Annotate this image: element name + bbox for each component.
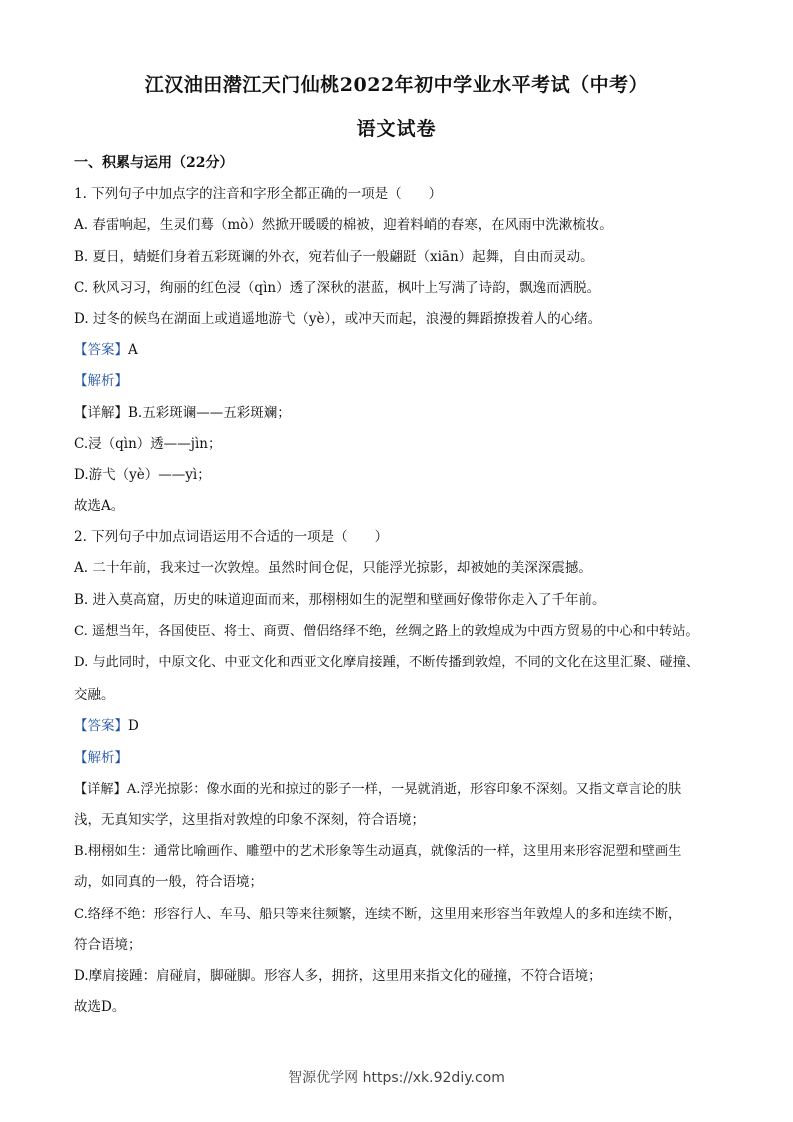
- q1-answer: [74, 335, 724, 366]
- q2-stem: 2. 下列句子中加点词语运用不合适的一项是（ ）: [74, 529, 389, 546]
- q1-option-a: A. 春雷响起，生灵们蓦（mò）然掀开暖暖的棉被，迎着料峭的春寒，在风雨中洗漱梳妆。: [74, 217, 613, 234]
- q2-conclusion: 故选D。: [74, 999, 126, 1016]
- q2-detail-b-1: B.栩栩如生：通常比喻画作、雕塑中的艺术形象等生动逼真，就像活的一样，这里用来形容泥塑和壁画生: [74, 844, 682, 860]
- q2-analysis-tag: 【解析】: [74, 749, 128, 766]
- q2-option-d-line1: D. 与此同时，中原文化、中亚文化和西亚文化摩肩接踵，不断传播到敦煌，不同的文化在这里汇聚、碰撞、: [74, 655, 700, 670]
- q2-detail-c-1: C.络绎不绝：形容行人、车马、船只等来往频繁，连续不断，这里用来形容当年敦煌人的多和连续不断，: [74, 906, 682, 922]
- q1-option-d: D. 过冬的候鸟在湖面上或逍遥地游弋（yè），或冲天而起，浪漫的舞蹈撩拨着人的心绪。: [74, 310, 602, 327]
- q2-answer: [74, 711, 724, 742]
- q1-option-b: B. 夏日，蜻蜓们身着五彩斑谰的外衣，宛若仙子一般翩跹（xiān）起舞，自由而灵动。: [74, 248, 594, 265]
- q2-option-a: A. 二十年前，我来过一次敦煌。虽然时间仓促，只能浮光掠影，却被她的美深深震撼。: [74, 560, 592, 577]
- q1-detail-2: C.浸（qìn）透——jìn；: [74, 435, 222, 452]
- q2-detail-b-2: 动，如同真的一般，符合语境；: [74, 874, 263, 891]
- q2-option-d-line2: 交融。: [74, 687, 115, 704]
- q2-option-c: C. 遥想当年，各国使臣、将士、商贾、僧侣络绎不绝，丝绸之路上的敦煌成为中西方贸易的中心和中转站。: [74, 623, 699, 639]
- q2-detail-a-2: 浅，无真知实学，这里指对敦煌的印象不深刻，符合语境；: [74, 811, 425, 828]
- exam-subtitle: 语文试卷: [356, 118, 437, 140]
- q1-analysis-tag: 【解析】: [74, 373, 128, 390]
- answer-tag: 【答案】: [74, 718, 128, 735]
- q2-detail-d: D.摩肩接踵：肩碰肩，脚碰脚。形容人多，拥挤，这里用来指文化的碰撞，不符合语境；: [74, 967, 602, 984]
- q1-stem: 1. 下列句子中加点字的注音和字形全都正确的一项是（ ）: [74, 186, 443, 203]
- q1-detail-3: D.游弋（yè）——yì；: [74, 466, 211, 483]
- answer-tag: 【答案】: [74, 342, 128, 359]
- q1-option-c: C. 秋风习习，绚丽的红色浸（qìn）透了深秋的湛蓝，枫叶上写满了诗韵，飘逸而洒脱。: [74, 279, 601, 296]
- q2-detail-a-1: 【详解】A.浮光掠影：像水面的光和掠过的影子一样，一晃就消逝，形容印象不深刻。又指文章言论的肤: [74, 781, 682, 797]
- q2-option-b: B. 进入莫高窟，历史的味道迎面而来，那栩栩如生的泥塑和壁画好像带你走入了千年前。: [74, 591, 606, 608]
- exam-content: [74, 148, 724, 1023]
- q1-conclusion: 故选A。: [74, 498, 125, 515]
- answer-value: A: [128, 342, 138, 359]
- q1-detail-1: 【详解】B.五彩斑谰——五彩斑斓；: [74, 404, 291, 421]
- q2-detail-c-2: 符合语境；: [74, 936, 142, 953]
- footer-watermark: 智源优学网 https://xk.92diy.com: [288, 1070, 505, 1086]
- answer-value: D: [128, 718, 139, 735]
- exam-title: 江汉油田潜江天门仙桃2022年初中学业水平考试（中考）: [144, 74, 649, 96]
- section-heading: 一、积累与运用（22分）: [74, 155, 234, 171]
